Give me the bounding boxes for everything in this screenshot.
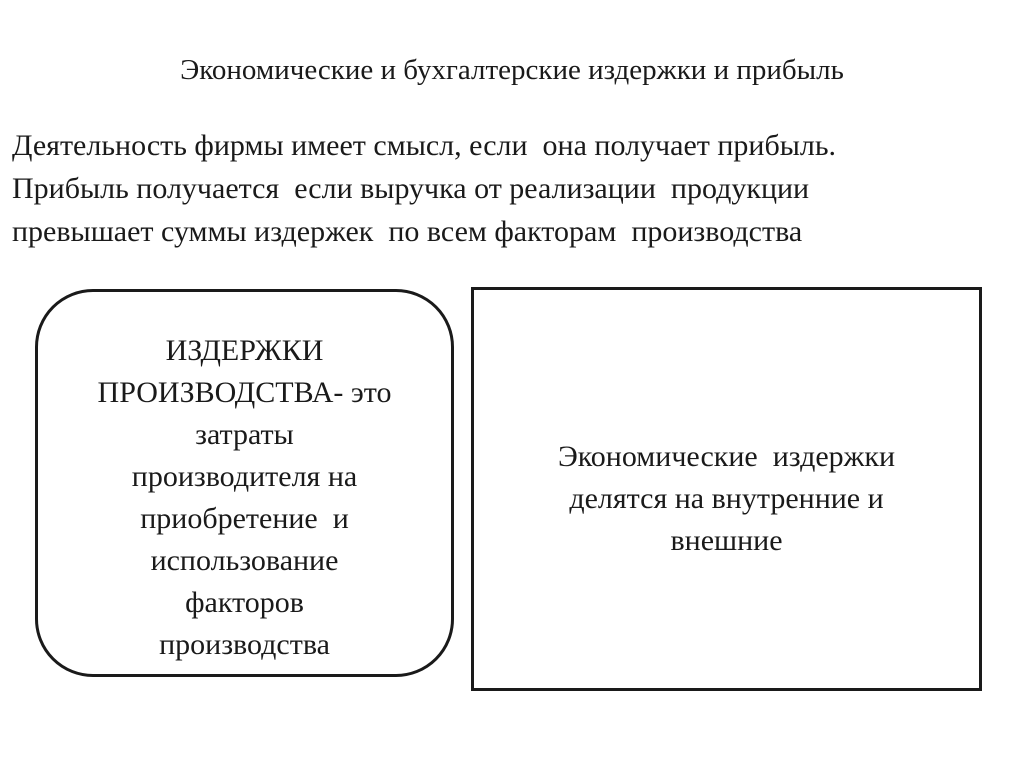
intro-line: Деятельность фирмы имеет смысл, если она получает прибыль. (12, 129, 837, 162)
definition-line: ПРОИЗВОДСТВА- это (97, 376, 392, 409)
economic-costs-box (471, 287, 982, 691)
economic-costs-text (474, 436, 979, 562)
definition-line: ИЗДЕРЖКИ (165, 334, 324, 367)
economic-costs-line: делятся на внутренние и (569, 482, 884, 515)
definition-line: факторов (185, 586, 304, 619)
definition-line: производства (159, 628, 330, 661)
economic-costs-line: внешние (670, 524, 783, 557)
definition-line: приобретение и (140, 502, 349, 535)
intro-line: превышает суммы издержек по всем факторам производства (12, 215, 803, 248)
definition-line: использование (150, 544, 339, 577)
intro-paragraph (12, 124, 1017, 253)
slide-title: Экономические и бухгалтерские издержки и прибыль (180, 54, 844, 86)
intro-line: Прибыль получается если выручка от реализации продукции (12, 172, 810, 205)
production-costs-definition-box (35, 289, 454, 677)
definition-line: производителя на (131, 460, 358, 493)
economic-costs-line: Экономические издержки (557, 440, 896, 473)
definition-line: затраты (195, 418, 294, 451)
definition-text (38, 330, 451, 666)
